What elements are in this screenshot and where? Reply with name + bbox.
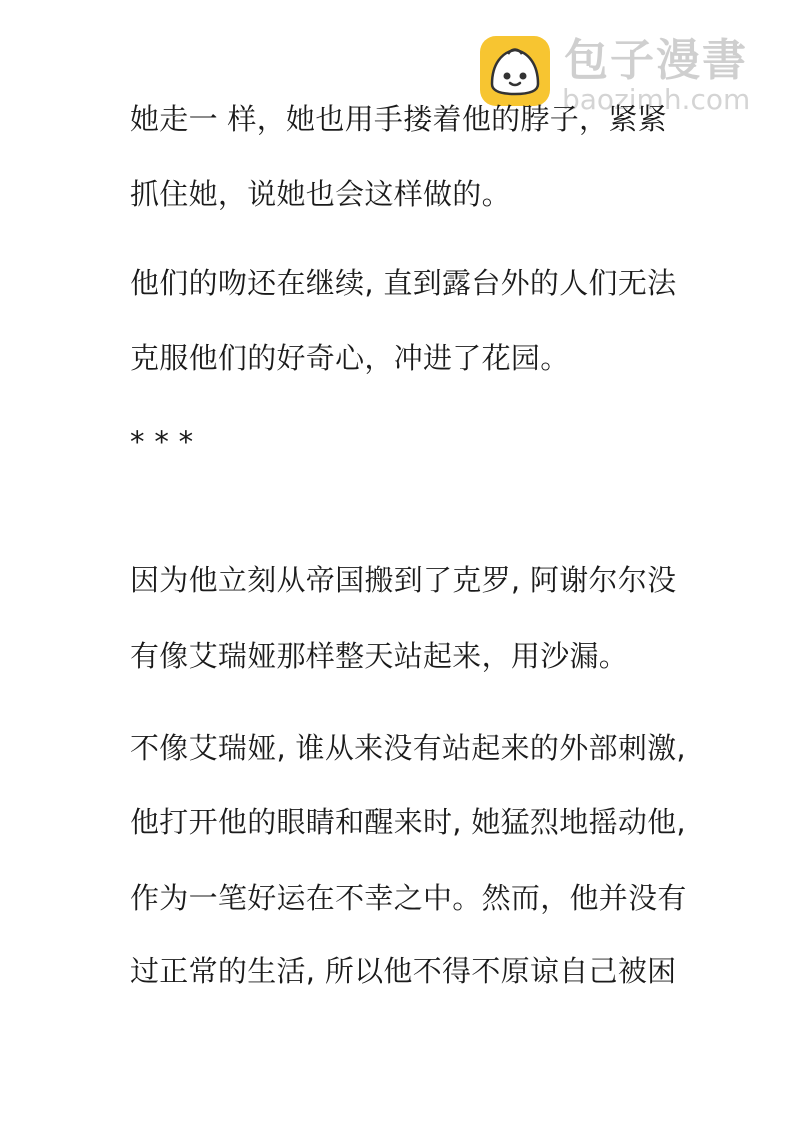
- bun-mascot-icon: [478, 34, 552, 108]
- text-line: 克服他们的好奇心，冲进了花园。: [130, 341, 570, 375]
- text-line: 有像艾瑞娅那样整天站起来，用沙漏。: [130, 639, 629, 673]
- text-line: 不像艾瑞娅, 谁从来没有站起来的外部刺激,: [130, 731, 686, 765]
- text-line: 因为他立刻从帝国搬到了克罗, 阿谢尔尔没: [130, 563, 677, 597]
- watermark-url: baozimh.com: [562, 83, 751, 116]
- text-line: 抓住她，说她也会这样做的。: [130, 177, 511, 211]
- text-line: 她走一 样，她也用手搂着他的脖子，紧紧: [130, 102, 667, 136]
- watermark-title: 包子漫書: [564, 35, 748, 86]
- text-line: 他们的吻还在继续, 直到露台外的人们无法: [130, 266, 677, 300]
- text-line: 作为一笔好运在不幸之中。然而，他并没有: [130, 881, 687, 915]
- text-line: 过正常的生活, 所以他不得不原谅自己被困: [130, 954, 677, 988]
- text-line: 他打开他的眼睛和醒来时, 她猛烈地摇动他,: [130, 805, 686, 839]
- scene-break: * * *: [130, 425, 194, 459]
